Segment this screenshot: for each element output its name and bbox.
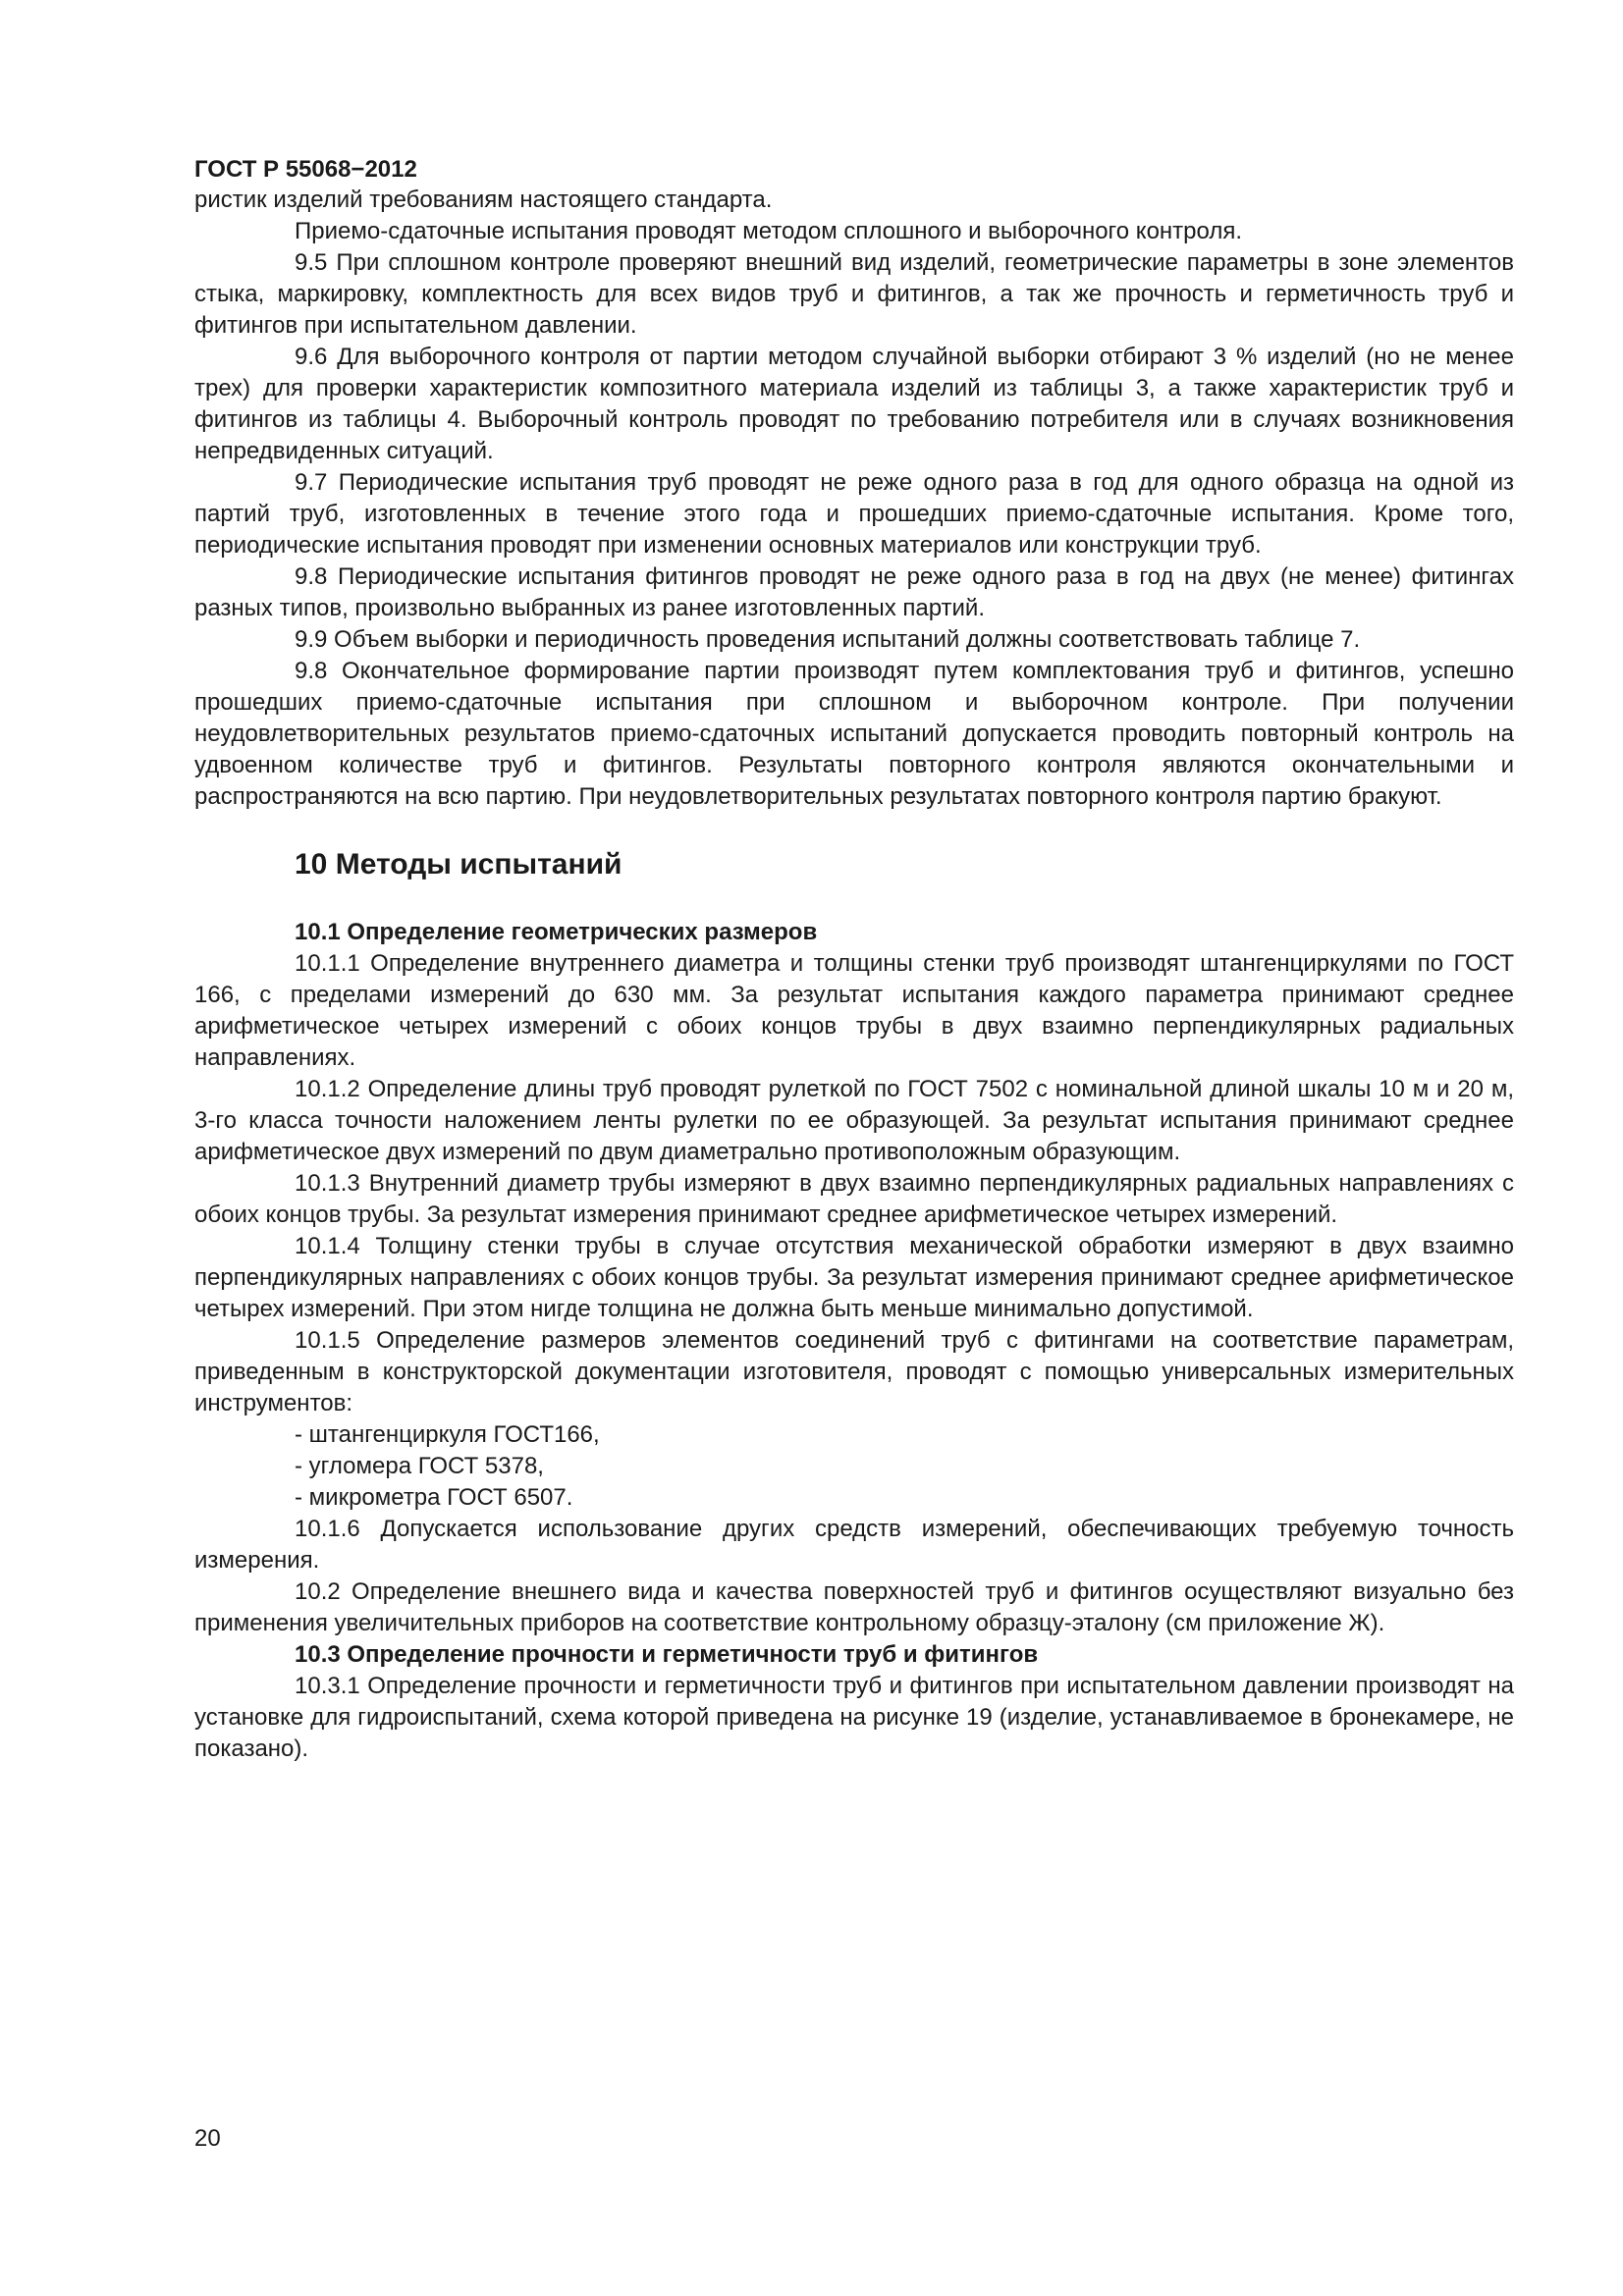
paragraph-9-9: 9.9 Объем выборки и периодичность проведения испытаний должны соответствовать таблице 7. (295, 626, 1361, 653)
document-header-id: ГОСТ Р 55068−2012 (194, 156, 417, 183)
paragraph-10-1-2: 10.1.2 Определение длины труб проводят рулеткой по ГОСТ 7502 с номинальной длиной шкалы 10 м и 20 м, 3-го класса точности наложением ленты рулетки по ее образующей. За результат испытания принимают среднее арифметическое двух измерений по двум диаметрально противоположным образующим. (194, 1076, 1514, 1165)
paragraph: Приемо-сдаточные испытания проводят методом сплошного и выборочного контроля. (295, 218, 1242, 244)
subsection-heading-10-1: 10.1 Определение геометрических размеров (295, 919, 818, 945)
paragraph-10-1-6: 10.1.6 Допускается использование других средств измерений, обеспечивающих требуемую точность измерения. (194, 1516, 1514, 1574)
paragraph-9-8: 9.8 Периодические испытания фитингов проводят не реже одного раза в год на двух (не менее) фитингах разных типов, произвольно выбранных из ранее изготовленных партий. (194, 563, 1514, 621)
paragraph-9-5: 9.5 При сплошном контроле проверяют внешний вид изделий, геометрические параметры в зоне элементов стыка, маркировку, комплектность для всех видов труб и фитингов, а так же прочность и герметичность труб и фитингов при испытательном давлении. (194, 249, 1514, 339)
page-number: 20 (194, 2125, 221, 2152)
paragraph-10-1-3: 10.1.3 Внутренний диаметр трубы измеряют в двух взаимно перпендикулярных радиальных направлениях с обоих концов трубы. За результат измерения принимают среднее арифметическое четырех измерений. (194, 1170, 1514, 1228)
paragraph-10-1-4: 10.1.4 Толщину стенки трубы в случае отсутствия механической обработки измеряют в двух взаимно перпендикулярных направлениях с обоих концов трубы. За результат измерения принимают среднее арифметическое четырех измерений. При этом нигде толщина не должна быть меньше минимально допустимой. (194, 1233, 1514, 1322)
page-content (194, 155, 1514, 1765)
list-item: - штангенциркуля ГОСТ166, (295, 1421, 600, 1448)
paragraph-10-2: 10.2 Определение внешнего вида и качества поверхностей труб и фитингов осуществляют визуально без применения увеличительных приборов на соответствие контрольному образцу-эталону (см приложение Ж). (194, 1578, 1514, 1636)
paragraph-10-1-1: 10.1.1 Определение внутреннего диаметра и толщины стенки труб производят штангенциркулями по ГОСТ 166, с пределами измерений до 630 мм. За результат испытания каждого параметра принимают среднее арифметическое четырех измерений с обоих концов трубы в двух взаимно перпендикулярных радиальных направлениях. (194, 950, 1514, 1071)
paragraph-9-7: 9.7 Периодические испытания труб проводят не реже одного раза в год для одного образца на одной из партий труб, изготовленных в течение этого года и прошедших приемо-сдаточные испытания. Кроме того, периодические испытания проводят при изменении основных материалов или конструкции труб. (194, 469, 1514, 559)
subsection-heading-10-3: 10.3 Определение прочности и герметичности труб и фитингов (295, 1641, 1039, 1668)
list-item: - угломера ГОСТ 5378, (295, 1453, 544, 1479)
paragraph-9-6: 9.6 Для выборочного контроля от партии методом случайной выборки отбирают 3 % изделий (но не менее трех) для проверки характеристик композитного материала изделий из таблицы 3, а также характеристик труб и фитингов из таблицы 4. Выборочный контроль проводят по требованию потребителя или в случаях возникновения непредвиденных ситуаций. (194, 344, 1514, 464)
section-title: 10 Методы испытаний (295, 848, 622, 881)
paragraph: ристик изделий требованиям настоящего стандарта. (194, 187, 773, 213)
paragraph-10-1-5: 10.1.5 Определение размеров элементов соединений труб с фитингами на соответствие параметрам, приведенным в конструкторской документации изготовителя, проводят с помощью универсальных измерительных инструментов: (194, 1327, 1514, 1416)
paragraph-10-3-1: 10.3.1 Определение прочности и герметичности труб и фитингов при испытательном давлении производят на установке для гидроиспытаний, схема которой приведена на рисунке 19 (изделие, устанавливаемое в бронекамере, не показано). (194, 1673, 1514, 1762)
paragraph-9-8-final: 9.8 Окончательное формирование партии производят путем комплектования труб и фитингов, успешно прошедших приемо-сдаточные испытания при сплошном и выборочном контроле. При получении неудовлетворительных результатов приемо-сдаточных испытаний допускается проводить повторный контроль на удвоенном количестве труб и фитингов. Результаты повторного контроля являются окончательными и распространяются на всю партию. При неудовлетворительных результатах повторного контроля партию бракуют. (194, 658, 1514, 810)
list-item: - микрометра ГОСТ 6507. (295, 1484, 573, 1511)
